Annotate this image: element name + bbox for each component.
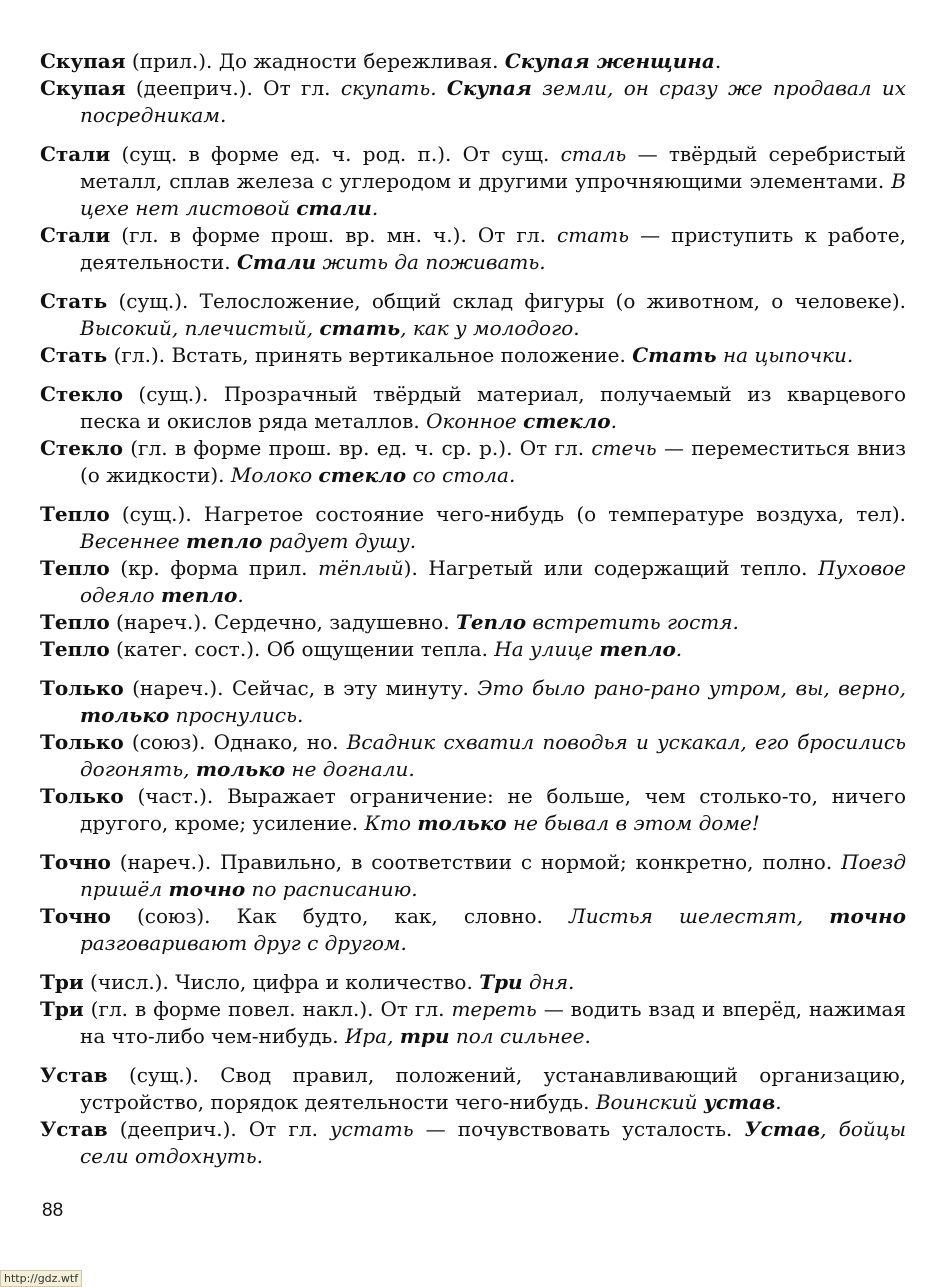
headword: Стали (40, 142, 111, 166)
definition-text: (гл. в форме повел. накл.). От гл. (83, 997, 452, 1021)
example-headword: только (80, 703, 170, 727)
definition-text: (дееприч.). От гл. (107, 1117, 331, 1141)
example-text: Ира, (344, 1024, 400, 1048)
watermark-link[interactable]: http://gdz.wtf (0, 1270, 82, 1287)
dictionary-entry (40, 1116, 906, 1170)
dictionary-page (40, 48, 906, 1182)
example-text: В цехе нет листовой (80, 169, 906, 220)
example-text: земли, он сразу же продавал их посредникам. (80, 76, 906, 127)
headword: Тепло (40, 610, 110, 634)
example-headword: Тепло (455, 610, 527, 634)
headword: Три (40, 997, 84, 1021)
definition-text: (сущ. в форме ед. ч. род. п.). От сущ. (110, 142, 561, 166)
dictionary-entry (40, 636, 906, 663)
entry-group (40, 381, 906, 489)
definition-text: (союз). Однако, но. (123, 730, 347, 754)
definition-text: (числ.). Число, цифра и количество. (83, 970, 480, 994)
example-text: Высокий, плечистый, (80, 316, 320, 340)
example-text: Кто (364, 811, 418, 835)
dictionary-entry (40, 1062, 906, 1116)
example-text: Это было рано-рано утром, вы, верно, (477, 676, 906, 700)
example-headword: Скупая женщина (504, 49, 715, 73)
example-headword: тепло (160, 583, 238, 607)
example-text: стечь (591, 436, 657, 460)
example-text: , бойцы сели отдохнуть. (80, 1117, 906, 1168)
headword: Точно (40, 904, 111, 928)
example-headword: тепло (185, 529, 263, 553)
dictionary-entry (40, 342, 906, 369)
example-text: . (371, 196, 379, 220)
example-headword: Три (479, 970, 523, 994)
definition-text: ). Нагретый или содержащий тепло. (403, 556, 819, 580)
example-headword: Скупая (446, 76, 532, 100)
example-text: встретить гостя. (526, 610, 739, 634)
example-text: Молоко (230, 463, 319, 487)
headword: Устав (40, 1063, 108, 1087)
example-text: жить да поживать. (316, 250, 546, 274)
definition-text: — приступить к работе, деятельности. (80, 223, 906, 274)
example-text: тёплый (318, 556, 404, 580)
definition-text: (прил.). До жадности бережливая. (125, 49, 505, 73)
example-text: . (237, 583, 244, 607)
example-text: разговаривают друг с другом. (80, 931, 407, 955)
dictionary-entry (40, 996, 906, 1050)
headword: Стать (40, 343, 108, 367)
example-text: Поезд пришёл (80, 850, 906, 901)
example-text: На улице (494, 637, 600, 661)
definition-text: (сущ.). Свод правил, положений, устанавливающий организацию, устройство, порядок деятельности чего-нибудь. (80, 1063, 906, 1114)
dictionary-entry (40, 783, 906, 837)
entry-group (40, 675, 906, 837)
example-text: сталь (560, 142, 627, 166)
example-text: Весеннее (80, 529, 186, 553)
entry-group (40, 288, 906, 369)
example-text: . (610, 409, 617, 433)
example-text: Пуховое одеяло (80, 556, 906, 607)
example-headword: стекло (523, 409, 611, 433)
example-text: проснулись. (169, 703, 304, 727)
definition-text: (дееприч.). От гл. (125, 76, 341, 100)
dictionary-entry (40, 969, 906, 996)
headword: Тепло (40, 556, 110, 580)
example-headword: Стать (632, 343, 717, 367)
definition-text: (нареч.). Сердечно, задушевно. (109, 610, 456, 634)
example-headword: только (417, 811, 507, 835)
example-text: не догнали. (285, 757, 415, 781)
headword: Устав (40, 1117, 108, 1141)
example-headword: стали (296, 196, 372, 220)
definition-text: (гл. в форме прош. вр. мн. ч.). От гл. (110, 223, 558, 247)
example-text: дня. (522, 970, 575, 994)
example-headword: только (195, 757, 286, 781)
example-text: на цыпочки. (716, 343, 854, 367)
dictionary-entry (40, 903, 906, 957)
example-text: стать (557, 223, 629, 247)
example-text: не бывал в этом доме! (506, 811, 760, 835)
headword: Тепло (40, 502, 110, 526)
entry-group (40, 849, 906, 957)
example-text: тереть (451, 997, 537, 1021)
example-headword: точно (168, 877, 246, 901)
headword: Точно (40, 850, 111, 874)
example-text: пол сильнее. (449, 1024, 591, 1048)
example-headword: Стали (236, 250, 317, 274)
example-headword: три (399, 1024, 450, 1048)
example-text: радует душу. (262, 529, 417, 553)
definition-text: (сущ.). Нагретое состояние чего-нибудь (о температуре воздуха, тел). (109, 502, 906, 526)
dictionary-entry (40, 609, 906, 636)
definition-text: — почувствовать усталость. (413, 1117, 745, 1141)
headword: Только (40, 784, 124, 808)
example-text: Оконное (426, 409, 524, 433)
definition-text: (гл. в форме прош. вр. ед. ч. ср. р.). От гл. (122, 436, 592, 460)
headword: Тепло (40, 637, 110, 661)
definition-text: — водить взад и вперёд, нажимая на что-либо чем-нибудь. (80, 997, 906, 1048)
definition-text: (част.). Выражает ограничение: не больше, чем столько-то, ничего другого, кроме; усиление. (80, 784, 906, 835)
headword: Только (40, 730, 124, 754)
example-text: по расписанию. (245, 877, 418, 901)
headword: Стекло (40, 436, 123, 460)
definition-text: (гл.). Встать, принять вертикальное положение. (107, 343, 633, 367)
headword: Стали (40, 223, 111, 247)
example-headword: устав (703, 1090, 776, 1114)
page-number: 88 (42, 1200, 64, 1221)
headword: Скупая (40, 49, 126, 73)
dictionary-entry (40, 675, 906, 729)
definition-text: . (714, 49, 722, 73)
dictionary-entry (40, 501, 906, 555)
entry-group (40, 141, 906, 276)
example-text: со стола. (406, 463, 516, 487)
example-text: Всадник схватил поводья и ускакал, его бросились догонять, (80, 730, 906, 781)
definition-text: (нареч.). Правильно, в соответствии с нормой; конкретно, полно. (110, 850, 842, 874)
dictionary-entry (40, 849, 906, 903)
dictionary-entry (40, 381, 906, 435)
dictionary-entry (40, 141, 906, 222)
dictionary-entry (40, 555, 906, 609)
example-text: скупать. (340, 76, 447, 100)
definition-text: (союз). Как будто, как, словно. (110, 904, 570, 928)
definition-text: (нареч.). Сейчас, в эту минуту. (123, 676, 478, 700)
definition-text: — переместиться вниз (о жидкости). (80, 436, 906, 487)
example-headword: стать (319, 316, 401, 340)
headword: Стекло (40, 382, 123, 406)
entry-group (40, 501, 906, 663)
headword: Стать (40, 289, 108, 313)
example-headword: точно (829, 904, 906, 928)
dictionary-entry (40, 222, 906, 276)
example-headword: стекло (318, 463, 407, 487)
definition-text: (кр. форма прил. (109, 556, 319, 580)
dictionary-entry (40, 288, 906, 342)
example-text: Листья шелестят, (569, 904, 830, 928)
definition-text: — твёрдый серебристый металл, сплав железа с углеродом и другими упрочняющими элементами. (80, 142, 906, 193)
entry-group (40, 48, 906, 129)
example-text: Воинский (595, 1090, 704, 1114)
dictionary-entry (40, 75, 906, 129)
entry-group (40, 969, 906, 1050)
headword: Скупая (40, 76, 126, 100)
example-headword: Устав (744, 1117, 821, 1141)
definition-text: (сущ.). Прозрачный твёрдый материал, получаемый из кварцевого песка и окислов ряда металлов. (80, 382, 906, 433)
example-text: . (675, 637, 683, 661)
dictionary-entry (40, 435, 906, 489)
entry-group (40, 1062, 906, 1170)
dictionary-entry (40, 729, 906, 783)
dictionary-entry (40, 48, 906, 75)
headword: Три (40, 970, 84, 994)
example-text: . (775, 1090, 782, 1114)
definition-text: (катег. сост.). Об ощущении тепла. (109, 637, 495, 661)
example-headword: тепло (599, 637, 676, 661)
headword: Только (40, 676, 124, 700)
definition-text: (сущ.). Телосложение, общий склад фигуры (о животном, о человеке). (107, 289, 906, 313)
example-text: , как у молодого. (400, 316, 580, 340)
example-text: устать (330, 1117, 414, 1141)
